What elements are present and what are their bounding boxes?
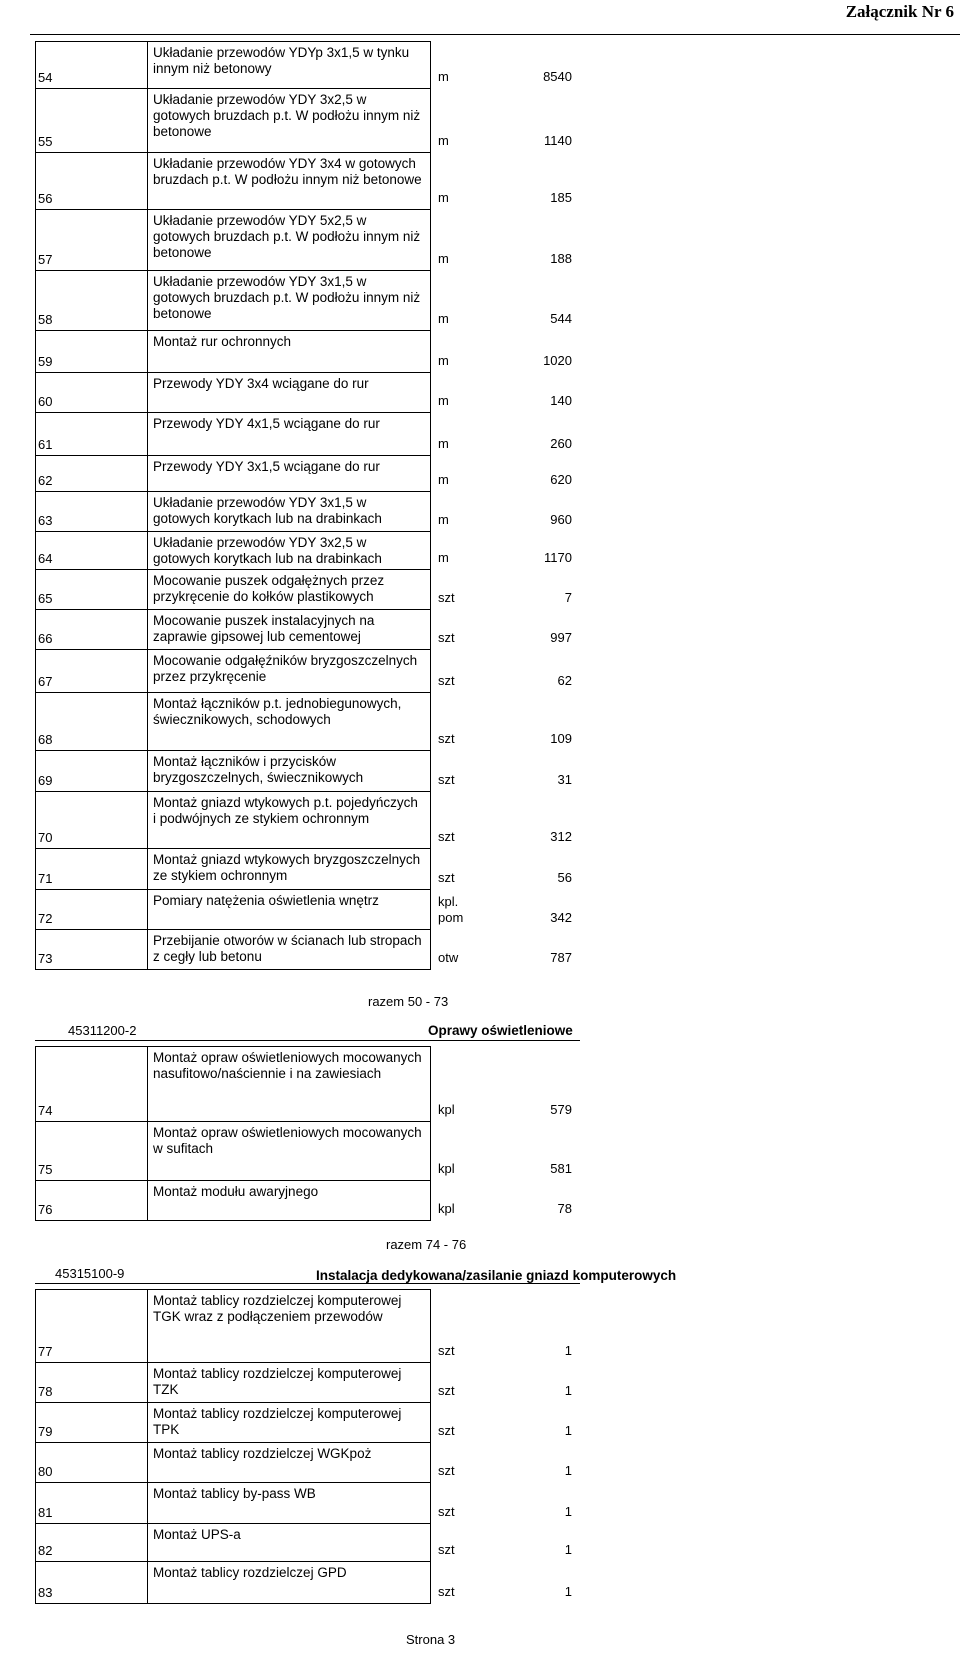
- table-row: [36, 1443, 431, 1483]
- row-number: 77: [36, 1290, 148, 1363]
- row-unit: otw: [438, 950, 459, 965]
- row-number: 54: [36, 42, 148, 89]
- row-description-cell: [148, 532, 572, 570]
- row-description: Montaż tablicy rozdzielczej GPD: [153, 1565, 347, 1580]
- section-divider: [35, 1040, 580, 1041]
- row-quantity: 1: [564, 1383, 572, 1398]
- table-row: [36, 693, 431, 751]
- row-unit: m: [438, 251, 449, 266]
- row-description-cell: [148, 1443, 572, 1483]
- row-unit: m: [438, 311, 449, 326]
- table-row: [36, 1403, 431, 1443]
- row-unit: m: [438, 472, 449, 487]
- row-quantity: 960: [550, 512, 572, 527]
- row-description: Układanie przewodów YDY 5x2,5 w gotowych bruzdach p.t. W podłożu innym niż betonowe: [153, 213, 421, 260]
- row-description-cell: [148, 413, 572, 456]
- row-description-cell: [148, 650, 572, 693]
- row-quantity: 581: [550, 1161, 572, 1176]
- row-description: Układanie przewodów YDY 3x1,5 w gotowych korytkach lub na drabinkach: [153, 495, 382, 526]
- row-description: Montaż tablicy rozdzielczej komputerowej TGK wraz z podłączeniem przewodów: [153, 1293, 402, 1324]
- row-description: Montaż modułu awaryjnego: [153, 1184, 319, 1199]
- row-number: 83: [36, 1562, 148, 1604]
- row-description: Mocowanie puszek odgałężnych przez przykręcenie do kołków plastikowych: [153, 573, 385, 604]
- row-description-cell: [148, 331, 572, 373]
- row-quantity: 1170: [544, 550, 572, 565]
- section-code: 45311200-2: [68, 1023, 137, 1038]
- row-description: Montaż tablicy rozdzielczej komputerowej TPK: [153, 1406, 402, 1437]
- row-number: 65: [36, 570, 148, 610]
- table-row: [36, 610, 431, 650]
- row-quantity: 78: [557, 1201, 572, 1216]
- row-description-cell: [148, 1181, 572, 1221]
- row-quantity: 1140: [544, 133, 572, 148]
- table-row: [36, 89, 431, 153]
- row-description: Układanie przewodów YDY 3x4 w gotowych bruzdach p.t. W podłożu innym niż betonowe: [153, 156, 422, 187]
- row-description: Montaż tablicy by-pass WB: [153, 1486, 316, 1501]
- row-unit: m: [438, 69, 449, 84]
- row-unit: szt: [438, 772, 455, 787]
- row-unit: szt: [438, 731, 455, 746]
- row-description-cell: [148, 1047, 572, 1122]
- row-description-cell: [148, 1562, 572, 1604]
- row-description: Montaż tablicy rozdzielczej komputerowej TZK: [153, 1366, 402, 1397]
- row-number: 73: [36, 930, 148, 970]
- section-title-2: Instalacja dedykowana/zasilanie gniazd komputerowych: [316, 1268, 677, 1283]
- row-number: 74: [36, 1047, 148, 1122]
- table-row: [36, 570, 431, 610]
- row-quantity: 544: [550, 311, 572, 326]
- row-number: 67: [36, 650, 148, 693]
- row-number: 58: [36, 271, 148, 331]
- section-title: Oprawy oświetleniowe: [428, 1023, 573, 1038]
- row-number: 71: [36, 849, 148, 890]
- row-quantity: 1: [564, 1423, 572, 1438]
- row-unit: szt: [438, 829, 455, 844]
- subtotal-label-2: razem 74 - 76: [386, 1237, 467, 1252]
- row-description: Przewody YDY 4x1,5 wciągane do rur: [153, 416, 380, 431]
- row-quantity: 31: [557, 772, 572, 787]
- row-quantity: 1: [564, 1504, 572, 1519]
- row-description: Montaż UPS-a: [153, 1527, 241, 1542]
- row-quantity: 56: [557, 870, 572, 885]
- row-number: 62: [36, 456, 148, 492]
- row-number: 75: [36, 1122, 148, 1181]
- table-row: [36, 751, 431, 792]
- table-row: [36, 373, 431, 413]
- row-description-cell: [148, 1483, 572, 1524]
- row-quantity: 7: [564, 590, 572, 605]
- header-rule: [30, 34, 960, 35]
- table-row: [36, 849, 431, 890]
- row-unit: kpl. pom: [438, 894, 464, 925]
- row-description: Montaż rur ochronnych: [153, 334, 292, 349]
- row-description: Układanie przewodów YDY 3x2,5 w gotowych korytkach lub na drabinkach: [153, 535, 382, 566]
- items-table-3: [35, 1289, 572, 1604]
- row-description: Układanie przewodów YDY 3x1,5 w gotowych bruzdach p.t. W podłożu innym niż betonowe: [153, 274, 421, 321]
- row-quantity: 1: [564, 1463, 572, 1478]
- row-description-cell: [148, 792, 572, 849]
- row-unit: m: [438, 393, 449, 408]
- row-number: 82: [36, 1524, 148, 1562]
- row-unit: szt: [438, 1504, 455, 1519]
- row-number: 78: [36, 1363, 148, 1403]
- items-table-2: [35, 1046, 572, 1221]
- table-row: [36, 210, 431, 271]
- row-unit: kpl: [438, 1161, 455, 1176]
- row-description-cell: [148, 570, 572, 610]
- table-row: [36, 153, 431, 210]
- row-description-cell: [148, 849, 572, 890]
- row-quantity: 62: [557, 673, 572, 688]
- row-number: 64: [36, 532, 148, 570]
- row-number: 61: [36, 413, 148, 456]
- row-number: 72: [36, 890, 148, 930]
- row-unit: szt: [438, 870, 455, 885]
- row-description-cell: [148, 610, 572, 650]
- row-quantity: 109: [550, 731, 572, 746]
- row-unit: szt: [438, 630, 455, 645]
- row-number: 80: [36, 1443, 148, 1483]
- row-description: Montaż łączników i przycisków bryzgoszczelnych, świecznikowych: [153, 754, 364, 785]
- table-row: [36, 42, 431, 89]
- row-unit: m: [438, 190, 449, 205]
- row-quantity: 579: [550, 1102, 572, 1117]
- row-description-cell: [148, 42, 572, 89]
- row-description: Mocowanie puszek instalacyjnych na zaprawie gipsowej lub cementowej: [153, 613, 375, 644]
- row-description: Montaż tablicy rozdzielczej WGKpoż: [153, 1446, 372, 1461]
- row-description: Montaż gniazd wtykowych bryzgoszczelnych ze stykiem ochronnym: [153, 852, 421, 883]
- row-description: Przebijanie otworów w ścianach lub stropach z cegły lub betonu: [153, 933, 422, 964]
- row-description: Przewody YDY 3x4 wciągane do rur: [153, 376, 369, 391]
- row-unit: m: [438, 512, 449, 527]
- row-description-cell: [148, 89, 572, 153]
- row-description: Montaż opraw oświetleniowych mocowanych nasufitowo/naściennie i na zawiesiach: [153, 1050, 422, 1081]
- row-unit: m: [438, 436, 449, 451]
- row-number: 57: [36, 210, 148, 271]
- table-row: [36, 1524, 431, 1562]
- table-row: [36, 413, 431, 456]
- row-number: 60: [36, 373, 148, 413]
- row-unit: szt: [438, 1463, 455, 1478]
- row-number: 56: [36, 153, 148, 210]
- table-row: [36, 650, 431, 693]
- table-row: [36, 1363, 431, 1403]
- row-description: Układanie przewodów YDYp 3x1,5 w tynku innym niż betonowy: [153, 45, 410, 76]
- row-description-cell: [148, 373, 572, 413]
- page-number: Strona 3: [406, 1632, 456, 1647]
- row-description: Montaż łączników p.t. jednobiegunowych, świecznikowych, schodowych: [153, 696, 402, 727]
- subtotal-label: razem 50 - 73: [368, 994, 449, 1009]
- table-row: [36, 792, 431, 849]
- row-description: Mocowanie odgałęźników bryzgoszczelnych przez przykręcenie: [153, 653, 418, 684]
- row-unit: szt: [438, 1343, 455, 1358]
- row-quantity: 1020: [543, 353, 572, 368]
- row-number: 66: [36, 610, 148, 650]
- table-row: [36, 456, 431, 492]
- row-quantity: 997: [550, 630, 572, 645]
- items-table-1: [35, 41, 572, 970]
- section-divider-2: [35, 1283, 580, 1284]
- table-row: [36, 331, 431, 373]
- row-unit: m: [438, 353, 449, 368]
- table-row: [36, 1562, 431, 1604]
- row-unit: szt: [438, 1542, 455, 1557]
- row-number: 69: [36, 751, 148, 792]
- row-number: 81: [36, 1483, 148, 1524]
- row-number: 76: [36, 1181, 148, 1221]
- row-description: Pomiary natężenia oświetlenia wnętrz: [153, 893, 379, 908]
- row-unit: szt: [438, 673, 455, 688]
- row-quantity: 342: [550, 910, 572, 925]
- row-number: 79: [36, 1403, 148, 1443]
- row-unit: m: [438, 550, 449, 565]
- table-row: [36, 492, 431, 532]
- table-row: [36, 532, 431, 570]
- row-quantity: 1: [564, 1542, 572, 1557]
- row-description-cell: [148, 492, 572, 532]
- table-row: [36, 890, 431, 930]
- row-quantity: 787: [550, 950, 572, 965]
- row-quantity: 8540: [543, 69, 572, 84]
- row-description-cell: [148, 153, 572, 210]
- row-description-cell: [148, 271, 572, 331]
- row-description-cell: [148, 1290, 572, 1363]
- row-quantity: 260: [550, 436, 572, 451]
- row-description-cell: [148, 1403, 572, 1443]
- row-description: Montaż opraw oświetleniowych mocowanych w sufitach: [153, 1125, 422, 1156]
- row-quantity: 312: [550, 829, 572, 844]
- section-code-2: 45315100-9: [55, 1266, 125, 1281]
- table-row: [36, 1122, 431, 1181]
- row-unit: kpl: [438, 1201, 455, 1216]
- row-description: Przewody YDY 3x1,5 wciągane do rur: [153, 459, 380, 474]
- row-description-cell: [148, 456, 572, 492]
- row-description-cell: [148, 890, 572, 930]
- row-description: Układanie przewodów YDY 3x2,5 w gotowych bruzdach p.t. W podłożu innym niż betonowe: [153, 92, 421, 139]
- row-quantity: 140: [550, 393, 572, 408]
- row-description-cell: [148, 751, 572, 792]
- row-quantity: 1: [564, 1584, 572, 1599]
- table-row: [36, 1047, 431, 1122]
- row-description: Montaż gniazd wtykowych p.t. pojedyńczych i podwójnych ze stykiem ochronnym: [153, 795, 418, 826]
- row-unit: kpl: [438, 1102, 455, 1117]
- table-row: [36, 1181, 431, 1221]
- table-row: [36, 1483, 431, 1524]
- row-unit: szt: [438, 1383, 455, 1398]
- row-description-cell: [148, 1122, 572, 1181]
- row-quantity: 188: [550, 251, 572, 266]
- row-number: 68: [36, 693, 148, 751]
- row-description-cell: [148, 1524, 572, 1562]
- table-row: [36, 271, 431, 331]
- row-quantity: 620: [550, 472, 572, 487]
- row-unit: szt: [438, 1584, 455, 1599]
- row-unit: szt: [438, 1423, 455, 1438]
- row-number: 59: [36, 331, 148, 373]
- row-number: 55: [36, 89, 148, 153]
- table-row: [36, 930, 431, 970]
- row-description-cell: [148, 693, 572, 751]
- row-number: 70: [36, 792, 148, 849]
- row-unit: szt: [438, 590, 455, 605]
- row-description-cell: [148, 930, 572, 970]
- row-description-cell: [148, 1363, 572, 1403]
- annex-label: Załącznik Nr 6: [845, 2, 954, 21]
- row-number: 63: [36, 492, 148, 532]
- row-quantity: 185: [550, 190, 572, 205]
- row-unit: m: [438, 133, 449, 148]
- table-row: [36, 1290, 431, 1363]
- row-description-cell: [148, 210, 572, 271]
- row-quantity: 1: [564, 1343, 572, 1358]
